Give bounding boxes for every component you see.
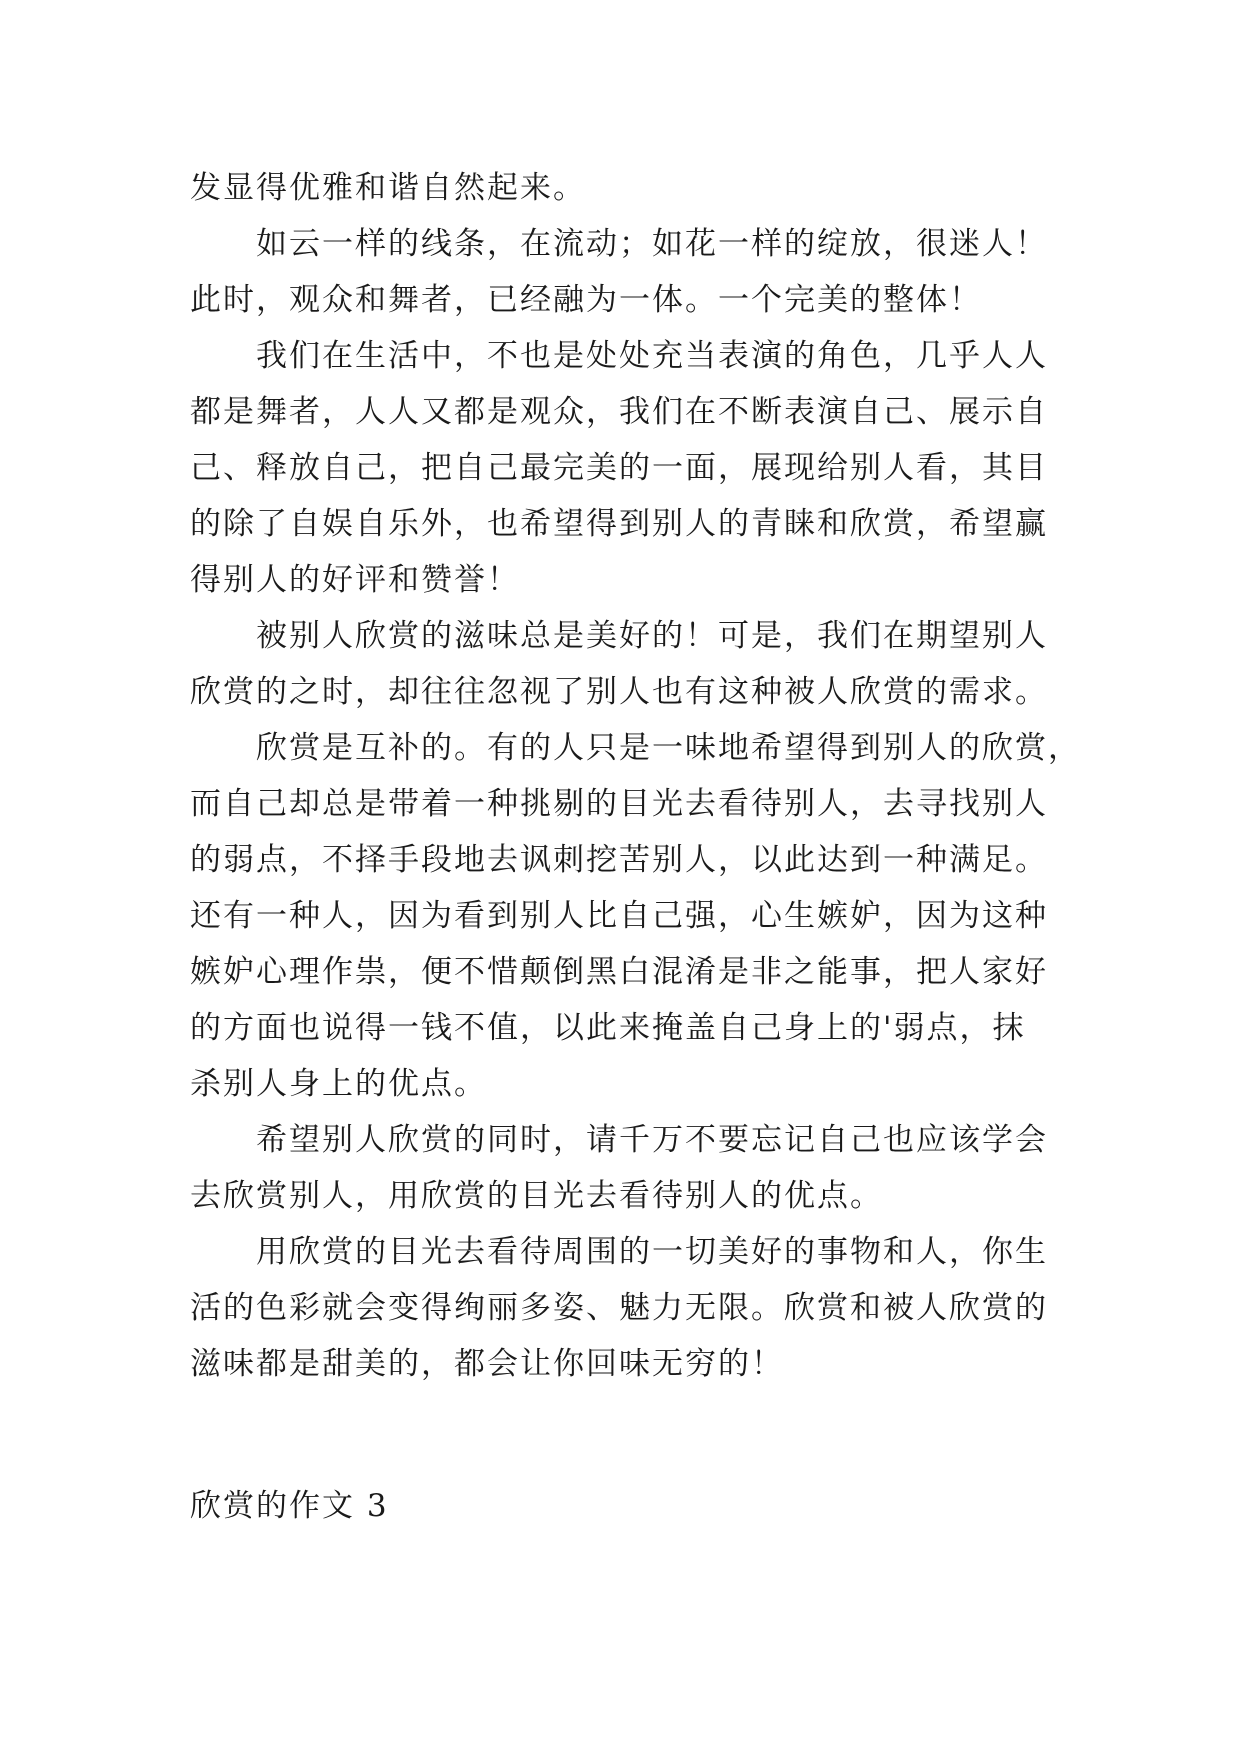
text-line: 嫉妒心理作祟，便不惜颠倒黑白混淆是非之能事，把人家好	[190, 954, 1048, 990]
text-line: 都是舞者，人人又都是观众，我们在不断表演自己、展示自	[190, 394, 1048, 430]
text-line: 欣赏是互补的。有的人只是一味地希望得到别人的欣赏，	[256, 730, 1081, 766]
section-heading: 欣赏的作文 3	[190, 1488, 389, 1524]
text-line: 欣赏的之时，却往往忽视了别人也有这种被人欣赏的需求。	[190, 674, 1048, 710]
text-line: 我们在生活中，不也是处处充当表演的角色，几乎人人	[256, 338, 1048, 374]
text-line: 得别人的好评和赞誉！	[190, 562, 520, 598]
text-line: 而自己却总是带着一种挑剔的目光去看待别人，去寻找别人	[190, 786, 1048, 822]
text-line: 的弱点，不择手段地去讽刺挖苦别人，以此达到一种满足。	[190, 842, 1048, 878]
text-line: 己、释放自己，把自己最完美的一面，展现给别人看，其目	[190, 450, 1048, 486]
text-line: 此时，观众和舞者，已经融为一体。一个完美的整体！	[190, 282, 982, 318]
text-line: 去欣赏别人，用欣赏的目光去看待别人的优点。	[190, 1178, 883, 1214]
text-line: 用欣赏的目光去看待周围的一切美好的事物和人，你生	[256, 1234, 1048, 1270]
text-line: 被别人欣赏的滋味总是美好的！可是，我们在期望别人	[256, 618, 1048, 654]
text-line: 的方面也说得一钱不值，以此来掩盖自己身上的'弱点，抹	[190, 1010, 1026, 1046]
text-line: 发显得优雅和谐自然起来。	[190, 170, 586, 206]
text-line: 希望别人欣赏的同时，请千万不要忘记自己也应该学会	[256, 1122, 1048, 1158]
text-line: 的除了自娱自乐外，也希望得到别人的青睐和欣赏，希望赢	[190, 506, 1048, 542]
text-line: 还有一种人，因为看到别人比自己强，心生嫉妒，因为这种	[190, 898, 1048, 934]
text-line: 活的色彩就会变得绚丽多姿、魅力无限。欣赏和被人欣赏的	[190, 1290, 1048, 1326]
text-line: 如云一样的线条，在流动；如花一样的绽放，很迷人！	[256, 226, 1048, 262]
text-line: 滋味都是甜美的，都会让你回味无穷的！	[190, 1346, 784, 1382]
essay-body	[190, 160, 1081, 1392]
text-line: 杀别人身上的优点。	[190, 1066, 487, 1102]
